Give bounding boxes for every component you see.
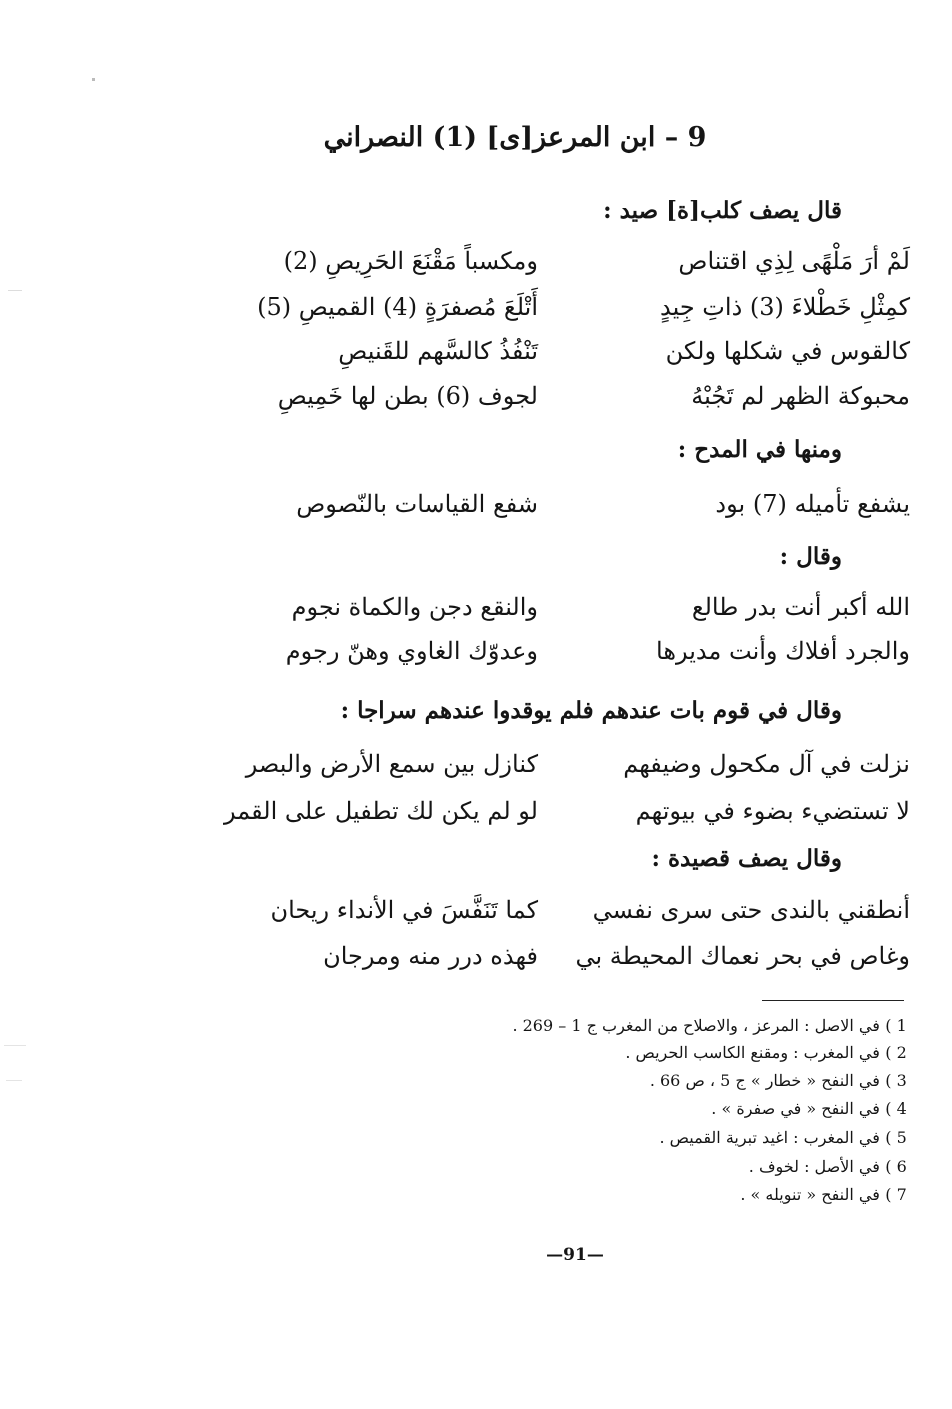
verse-first-hemistich: نزلت في آل مكحول وضيفهم [623, 750, 910, 778]
verse-second-hemistich: كنازل بين سمع الأرض والبصر [245, 750, 538, 778]
verse-second-hemistich: وعدوّك الغاوي وهنّ رجوم [285, 637, 538, 665]
footnote [749, 1157, 907, 1176]
scan-speck [4, 1045, 26, 1046]
verse-first-hemistich: لا تستضيء بضوء في بيوتهم [635, 797, 910, 825]
footnote-text: في النفح « في صفرة » . [711, 1099, 880, 1118]
verse-line [220, 593, 910, 633]
verse-first-hemistich: أنطقني بالندى حتى سرى نفسي [592, 896, 910, 924]
verse-first-hemistich: كالقوس في شكلها ولكن [665, 337, 910, 365]
intro-line: وقال يصف قصيدة : [651, 845, 842, 872]
verse-second-hemistich: لجوف (6) بطن لها خَمِيصِ [277, 382, 538, 410]
verse-first-hemistich: وغاص في بحر نعماك المحيطة بي [575, 942, 910, 970]
footnote-text: في النفح « تنويله » . [740, 1185, 880, 1204]
intro-line: ومنها في المدح : [677, 436, 842, 463]
verse-first-hemistich: لَمْ أرَ مَلْهًى لِذِي اقتناص [678, 247, 910, 275]
footnote-text: في النفح « خطار » ج 5 ، ص 66 . [649, 1071, 880, 1090]
verse-first-hemistich: كمِثْلِ خَطْلاءَ (3) ذاتِ جِيدٍ [660, 293, 910, 321]
scan-speck [8, 290, 22, 291]
verse-second-hemistich: ومكسباً مَقْنَعَ الحَرِيصِ (2) [283, 247, 538, 275]
footnote [740, 1185, 907, 1204]
intro-line: وقال في قوم بات عندهم فلم يوقدوا عندهم سراجا : [340, 697, 842, 724]
section-title: 9 – ابن المرعز[ى] (1) النصراني [323, 122, 707, 153]
footnote-text: في المغرب : ومقنع الكاسب الحريص . [625, 1043, 880, 1062]
footnote-text: في الاصل : المرعز ، والاصلاح من المغرب ج 1 – 269 . [512, 1016, 880, 1035]
scan-speck [92, 78, 95, 81]
intro-line: وقال : [779, 543, 842, 570]
footnote-number: 7 ) [885, 1185, 907, 1204]
verse-line [220, 797, 910, 837]
footnote [512, 1016, 907, 1035]
page-number: —91— [546, 1245, 604, 1265]
footnote [711, 1099, 907, 1118]
footnote-number: 2 ) [885, 1043, 907, 1062]
footnote-number: 3 ) [885, 1071, 907, 1090]
footnote [625, 1043, 907, 1062]
footnote-number: 1 ) [885, 1016, 907, 1035]
footnote-text: في المغرب : اغيد تبرية القميص . [659, 1128, 880, 1147]
verse-first-hemistich: محبوكة الظهر لم تَجُبْهُ [691, 382, 910, 410]
verse-line [220, 637, 910, 677]
verse-line [220, 490, 910, 530]
footnote-text: في الأصل : لخوف . [748, 1157, 880, 1176]
verse-line [220, 382, 910, 422]
verse-second-hemistich: شفع القياسات بالنّصوص [296, 490, 538, 518]
footnote-number: 5 ) [885, 1128, 907, 1147]
footnote-number: 4 ) [885, 1099, 907, 1118]
verse-second-hemistich: لو لم يكن لك تطفيل على القمر [224, 797, 538, 825]
verse-line [220, 337, 910, 377]
verse-line [220, 247, 910, 287]
intro-line: قال يصف كلب[ة] صيد : [603, 197, 842, 224]
footnote-number: 6 ) [885, 1157, 907, 1176]
footnote [659, 1128, 907, 1147]
verse-line [220, 750, 910, 790]
scan-speck [6, 1080, 22, 1081]
footnote-separator [762, 1000, 904, 1001]
verse-second-hemistich: كما تَنَفَّسَ في الأنداء ريحان [270, 896, 538, 924]
verse-second-hemistich: فهذه درر منه ومرجان [323, 942, 538, 970]
verse-line [220, 293, 910, 333]
verse-line [220, 942, 910, 982]
verse-second-hemistich: والنقع دجن والكماة نجوم [291, 593, 538, 621]
verse-first-hemistich: الله أكبر أنت بدر طالع [691, 593, 910, 621]
verse-second-hemistich: أَتْلَعَ مُصفرَةٍ (4) القميصِ (5) [257, 293, 538, 321]
verse-line [220, 896, 910, 936]
verse-second-hemistich: تَنْفُذُ كالسَّهم للقَنيصِ [338, 337, 538, 365]
verse-first-hemistich: يشفع تأميله (7) بود [715, 490, 910, 518]
verse-first-hemistich: والجرد أفلاك وأنت مديرها [656, 637, 910, 665]
footnote [650, 1071, 907, 1090]
